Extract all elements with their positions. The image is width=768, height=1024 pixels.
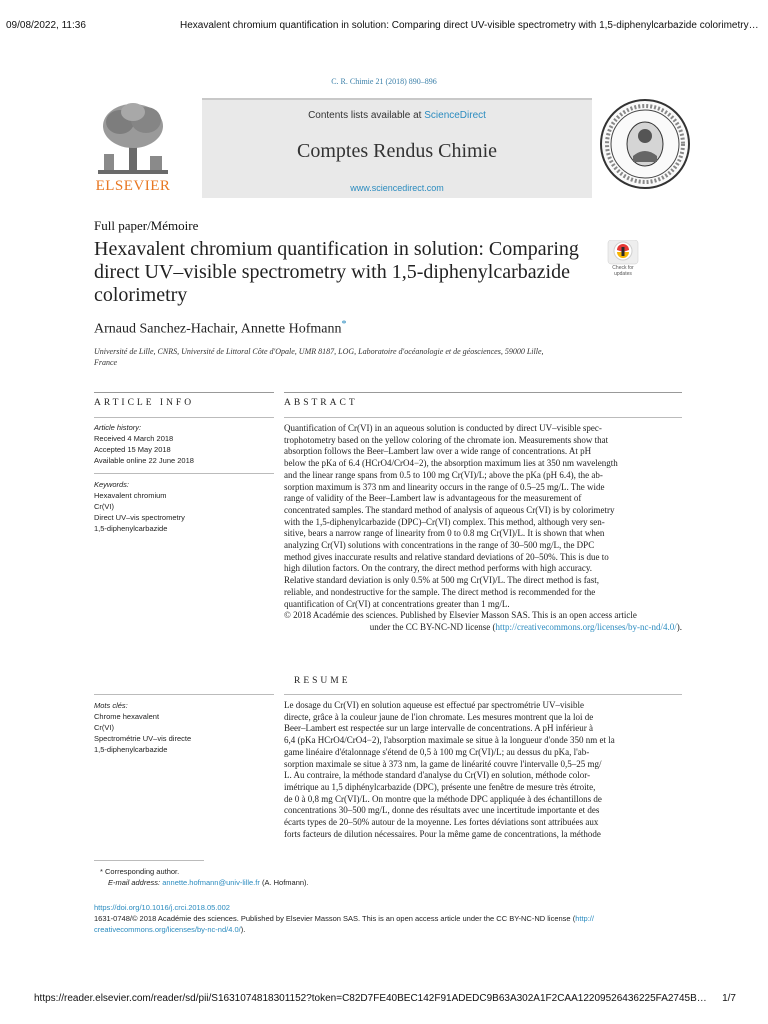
print-title: Hexavalent chromium quantification in solution: Comparing direct UV-visible spectrometry with 1,5-diphenylcarbazide colorimetry… xyxy=(180,20,759,31)
journal-citation[interactable]: C. R. Chimie 21 (2018) 890–896 xyxy=(331,77,437,86)
divider xyxy=(284,694,682,695)
history-item: Accepted 15 May 2018 xyxy=(94,445,171,454)
divider xyxy=(94,694,274,695)
abstract-line: analyzing Cr(VI) solutions with concentrations in the range of 30–500 mg/L, the DPC xyxy=(284,540,595,551)
keyword-item: 1,5-diphenylcarbazide xyxy=(94,524,168,533)
keywords-label: Keywords: xyxy=(94,480,130,489)
abstract-line: trophotometry based on the yellow coloring of the chromate ion. Measurements show that xyxy=(284,434,609,445)
resume-line: concentrations 30–500 mg/L, donne des résultats avec une incertitude importante et des xyxy=(284,805,600,816)
affiliation-line: Université de Lille, CNRS, Université de Littoral Côte d'Opale, UMR 8187, LOG, Laboratoire d'océanologie et de géosciences, 59000 Lille, xyxy=(94,347,544,356)
title-line: colorimetry xyxy=(94,284,188,306)
divider xyxy=(94,417,274,418)
email-label: E-mail address: xyxy=(108,878,163,887)
resume-line: directe, grâce à la couleur jaune de l'ion chromate. Les mesures montrent que la loi de xyxy=(284,711,594,722)
article-title xyxy=(94,238,594,307)
mots-cles-label: Mots clés: xyxy=(94,701,128,710)
keywords xyxy=(94,479,274,534)
abstract-line: below the pKa of 6.4 (HCrO4/CrO4−2), the absorption maximum lies at 350 nm wavelength xyxy=(284,458,618,469)
license-suffix: ). xyxy=(240,925,246,934)
elsevier-tree-icon xyxy=(96,100,170,176)
abstract-line: with the 1,5-diphenylcarbazide (DPC)–Cr(VI) complex. This method, although very sen- xyxy=(284,516,605,527)
resume-line: écarts types de 20–50% autour de la moyenne. Les fortes déviations sont attribuées aux xyxy=(284,817,599,828)
abstract-line: high dilution factors. On the contrary, the direct method performs with high accuracy. xyxy=(284,563,592,574)
academie-des-sciences-seal-icon xyxy=(599,98,691,190)
abstract-line: concentrated samples. The standard method of analysis of aqueous Cr(VI) is by colorimetry xyxy=(284,504,615,515)
mots-cles xyxy=(94,700,274,755)
copyright-suffix: ). xyxy=(676,621,682,632)
copyright-line xyxy=(284,622,682,634)
abstract-line: reliable, and nondestructive for the sample. The direct method is recommended for the xyxy=(284,586,596,597)
affiliation-line: France xyxy=(94,358,118,367)
license-link[interactable]: http://creativecommons.org/licenses/by-nc-nd/4.0/ xyxy=(495,621,677,632)
mot-cle-item: 1,5-diphenylcarbazide xyxy=(94,745,168,754)
mot-cle-item: Cr(VI) xyxy=(94,723,114,732)
print-page-number: 1/7 xyxy=(722,993,736,1004)
resume-line: de 0 à 0,8 mg Cr(VI)/L. On montre que la méthode DPC appliquée à des échantillons de xyxy=(284,793,602,804)
elsevier-logo[interactable] xyxy=(92,100,172,196)
resume-line: Le dosage du Cr(VI) en solution aqueuse est effectué par spectrométrie UV–visible xyxy=(284,700,584,710)
elsevier-wordmark: ELSEVIER xyxy=(95,178,171,194)
abstract-line: method gives inaccurate results and relative standard deviations of 20–50%. This is due to xyxy=(284,551,609,562)
abstract-line: range of validity of the Beer–Lambert law is advantageous for the measurement of xyxy=(284,493,582,504)
resume-line: Beer–Lambert est respectée sur un large intervalle de concentrations. A pH inférieur à xyxy=(284,723,593,734)
copyright-prefix: under the CC BY-NC-ND license ( xyxy=(369,621,496,632)
mot-cle-item: Chrome hexavalent xyxy=(94,712,160,721)
history-item: Available online 22 June 2018 xyxy=(94,456,194,465)
affiliation xyxy=(94,346,674,368)
divider xyxy=(94,473,274,474)
author-list xyxy=(94,319,346,338)
abstract-text xyxy=(284,423,682,634)
check-for-updates-button[interactable] xyxy=(604,240,642,280)
divider xyxy=(284,392,682,393)
sciencedirect-link[interactable]: ScienceDirect xyxy=(424,110,486,121)
abstract-line: sitive, bears a narrow range of linearity from 0 to 0.8 mg Cr(VI)/L. It is shown that when xyxy=(284,528,605,539)
divider xyxy=(94,392,274,393)
print-footer xyxy=(0,993,768,1007)
resume-text xyxy=(284,700,682,840)
license-line xyxy=(94,913,684,924)
contents-prefix: Contents lists available at xyxy=(308,110,425,121)
license-link[interactable]: http:// xyxy=(575,914,594,923)
contents-line xyxy=(202,110,592,121)
crossmark-icon xyxy=(604,240,642,266)
article-history xyxy=(94,422,274,466)
journal-name[interactable]: Comptes Rendus Chimie xyxy=(297,140,497,162)
abstract-line: absorption follows the Beer–Lambert law over a wide range of concentrations. At pH xyxy=(284,446,592,457)
corresponding-author-note xyxy=(94,866,684,888)
abstract-line: quantification of Cr(VI) at concentrations greater than 1 mg/L. xyxy=(284,598,510,609)
check-for-updates-label: Check for updates xyxy=(612,265,634,277)
doi-block xyxy=(94,902,684,935)
email-link[interactable]: annette.hofmann@univ-lille.fr xyxy=(162,878,260,887)
license-link[interactable]: creativecommons.org/licenses/by-nc-nd/4.0/ xyxy=(94,925,241,934)
article-info-heading: ARTICLE INFO xyxy=(94,398,195,408)
print-header xyxy=(0,20,768,34)
copyright-line: © 2018 Académie des sciences. Published by Elsevier Masson SAS. This is an open access article xyxy=(284,610,637,621)
history-label: Article history: xyxy=(94,423,142,432)
resume-heading: RESUME xyxy=(294,676,351,686)
abstract-heading: ABSTRACT xyxy=(284,398,358,408)
authors-text: Arnaud Sanchez-Hachair, Annette Hofmann xyxy=(94,321,342,337)
journal-masthead xyxy=(92,98,686,196)
resume-line: imétrique au 1,5 diphénylcarbazide (DPC), présente une fenêtre de mesure très étroite, xyxy=(284,781,596,792)
history-item: Received 4 March 2018 xyxy=(94,434,174,443)
abstract-line: sorption maximum is 373 nm and linearity occurs in the range of 0.5–25 mg/L. The wide xyxy=(284,481,605,492)
keyword-item: Direct UV–vis spectrometry xyxy=(94,513,185,522)
keyword-item: Hexavalent chromium xyxy=(94,491,167,500)
doi-link[interactable]: https://doi.org/10.1016/j.crci.2018.05.002 xyxy=(94,903,230,912)
title-line: direct UV–visible spectrometry with 1,5-diphenylcarbazide xyxy=(94,261,570,283)
title-line: Hexavalent chromium quantification in solution: Comparing xyxy=(94,238,579,260)
resume-line: L. Au contraire, la méthode standard d'analyse du Cr(VI) en solution, méthode color- xyxy=(284,770,591,781)
license-text: 1631-0748/© 2018 Académie des sciences. Published by Elsevier Masson SAS. This is an open access article under the CC BY-NC-ND license ( xyxy=(94,914,576,923)
mot-cle-item: Spectrométrie UV–vis directe xyxy=(94,734,192,743)
license-line xyxy=(94,924,684,935)
print-datetime: 09/08/2022, 11:36 xyxy=(6,20,86,31)
resume-line: game linéaire d'étalonnage s'étend de 0,5 à 100 mg Cr(VI)/L; au dessus du pKa, l'ab- xyxy=(284,746,590,757)
journal-info-box xyxy=(202,98,592,198)
abstract-line: Relative standard deviation is only 0.5% at 500 mg Cr(VI)/L. The direct method is fast, xyxy=(284,575,600,586)
article-category: Full paper/Mémoire xyxy=(94,218,199,233)
email-suffix: (A. Hofmann). xyxy=(259,878,309,887)
resume-line: forts facteurs de dilution nécessaires. Pour la même game de concentrations, la méthode xyxy=(284,828,601,839)
abstract-line: and the linear range spans from 0.5 to 100 mg Cr(VI)/L; above the pKa (pH 6.4), the ab- xyxy=(284,469,603,480)
keyword-item: Cr(VI) xyxy=(94,502,114,511)
corresponding-label: * Corresponding author. xyxy=(100,867,180,876)
footnote-divider xyxy=(94,860,204,861)
corresponding-author-mark[interactable]: * xyxy=(341,319,347,330)
divider xyxy=(284,417,682,418)
resume-line: 6,4 (pKa HCrO4/CrO4−2), l'absorption maximale se situe à la longueur d'onde 350 nm et la xyxy=(284,735,615,746)
abstract-line: Quantification of Cr(VI) in an aqueous solution is conducted by direct UV–visible spec- xyxy=(284,423,602,433)
journal-url-link[interactable]: www.sciencedirect.com xyxy=(350,183,444,193)
resume-line: sorption maximale se situe à 373 nm, la game de linéarité couvre l'intervalle 0,5–25 mg/ xyxy=(284,758,602,769)
email-line xyxy=(94,877,684,888)
print-url: https://reader.elsevier.com/reader/sd/pii/S1631074818301152?token=C82D7FE40BEC142F91ADEDC9B63A302A1F2CAA12209526436225FA2745B… xyxy=(34,993,707,1004)
